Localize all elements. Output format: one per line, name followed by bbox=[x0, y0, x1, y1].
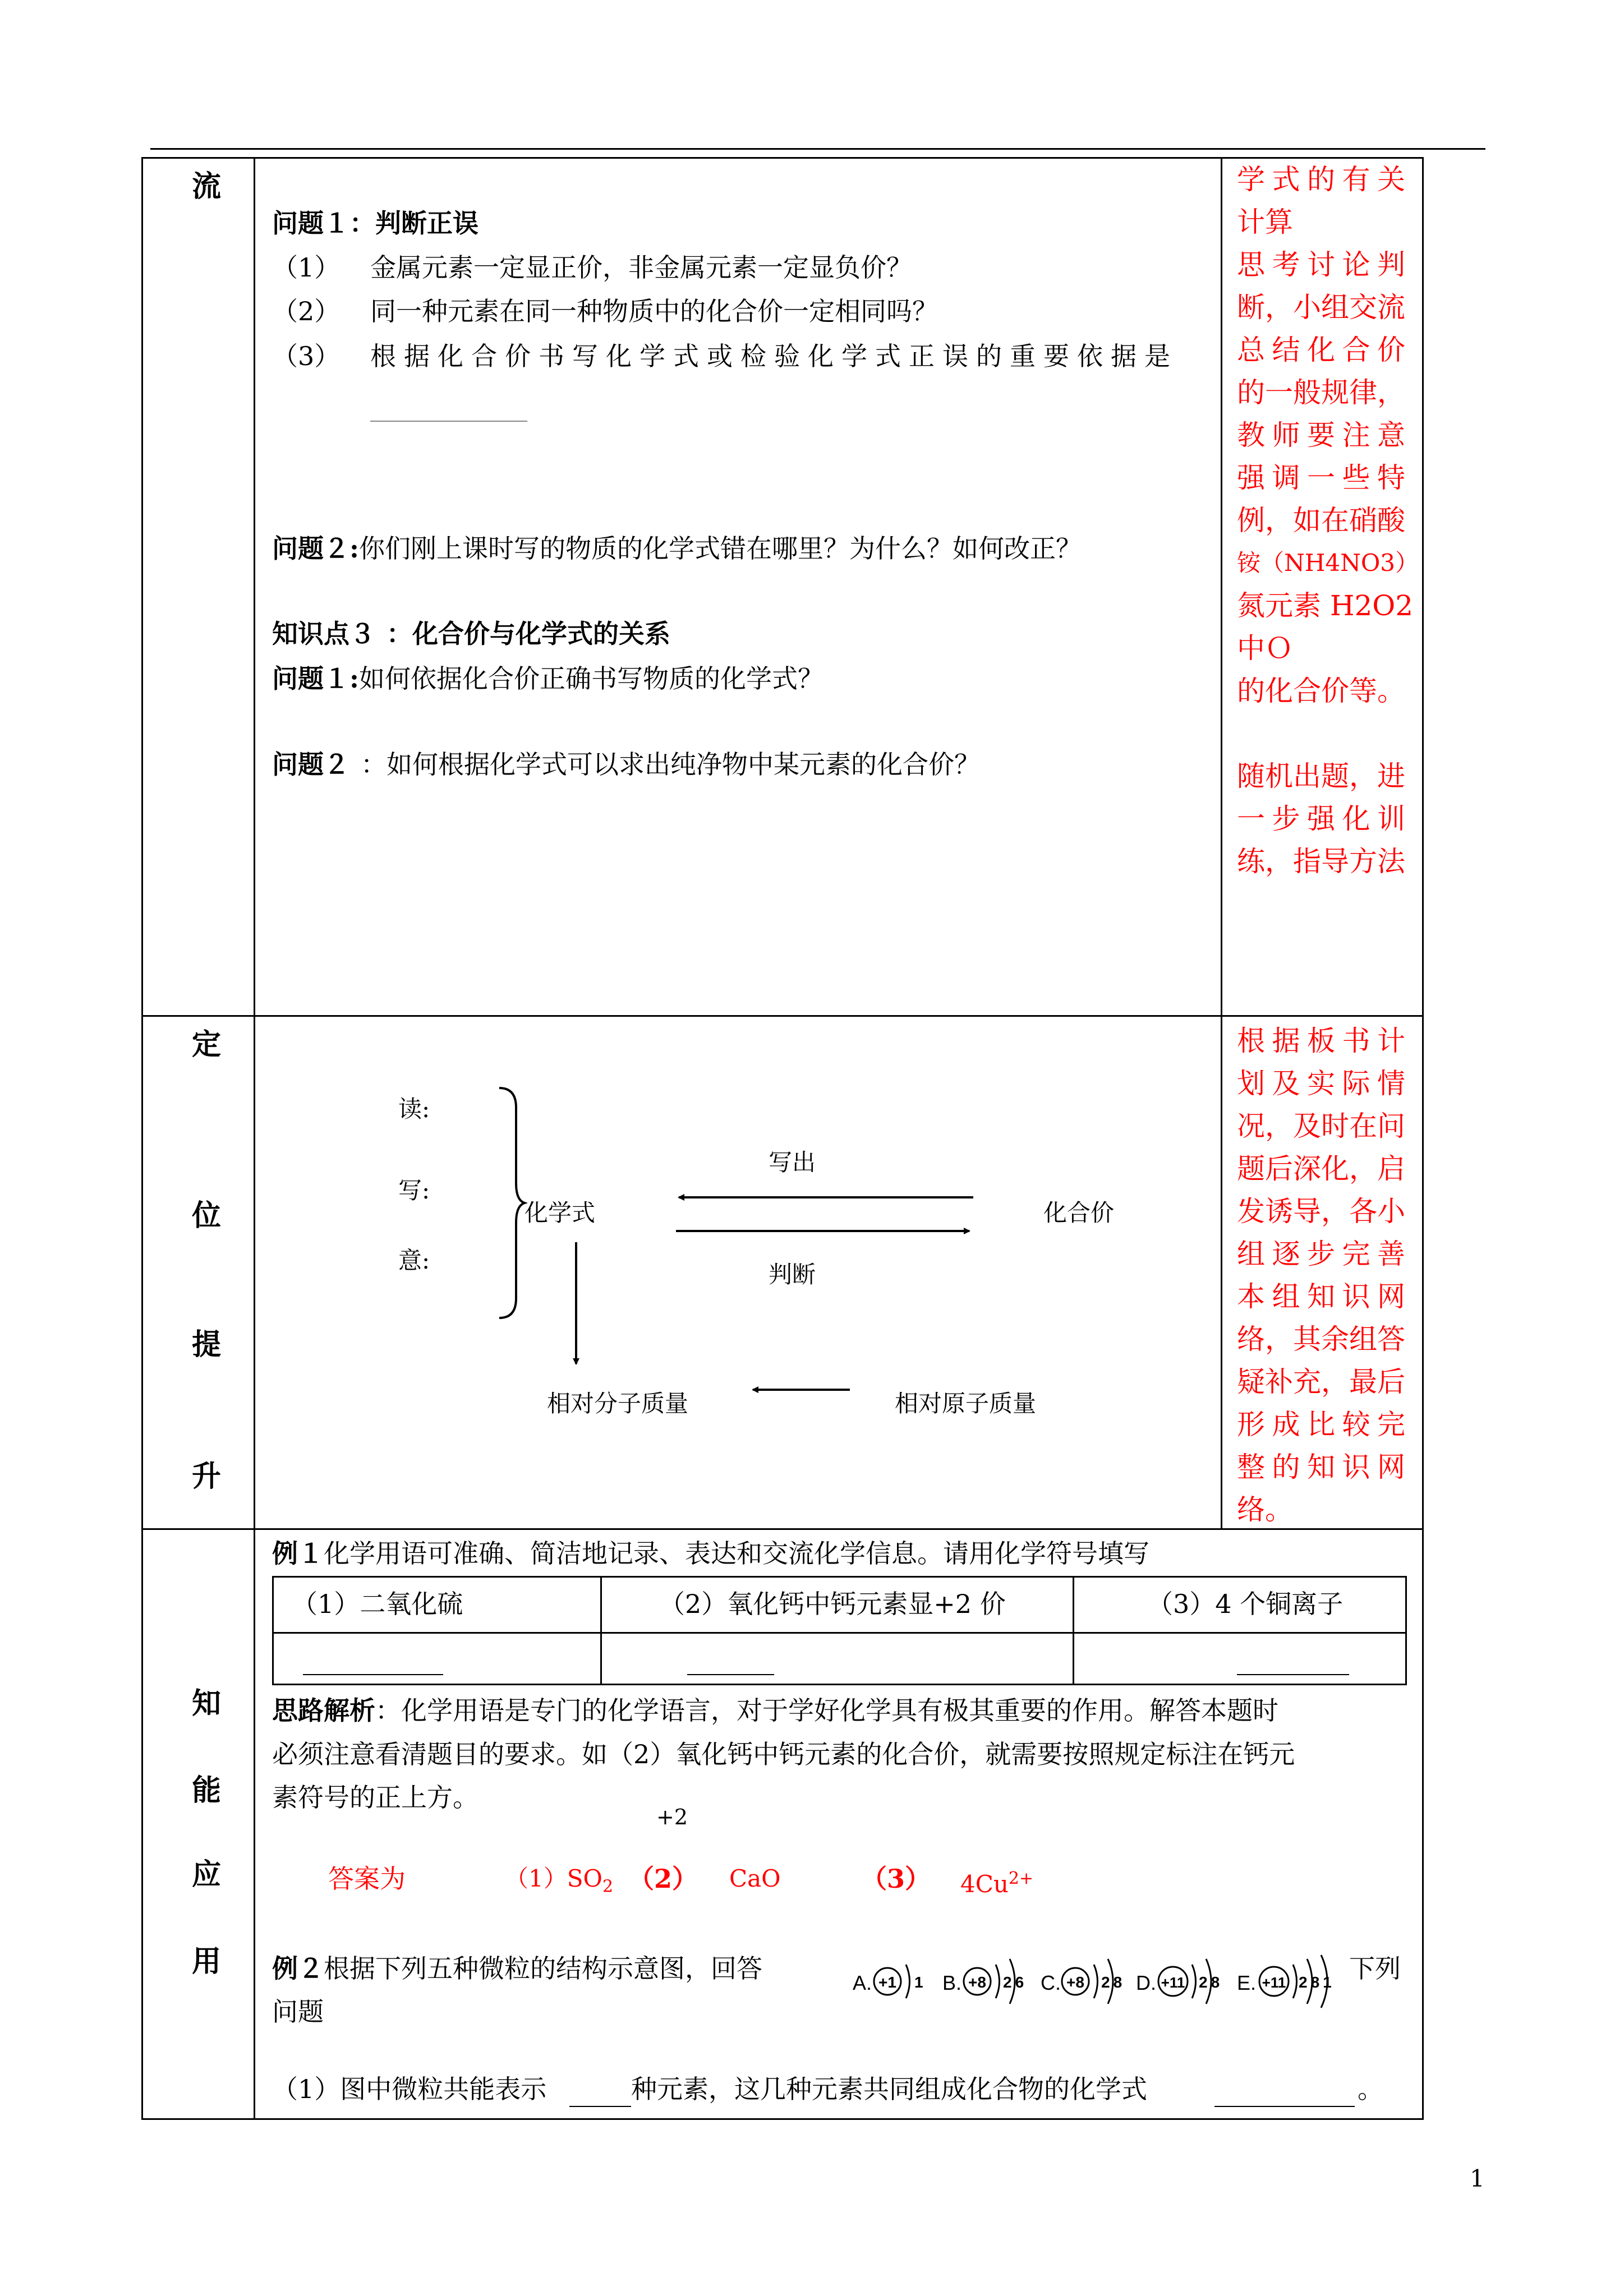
answer-3-num: （3） bbox=[861, 1864, 931, 1894]
atom-diagram-b bbox=[942, 1951, 1038, 2014]
side-line: 氮元素 H2O2 bbox=[1237, 589, 1414, 622]
side-line: 教师要注意 bbox=[1237, 419, 1405, 451]
row2-label-3: 提 bbox=[191, 1327, 221, 1362]
side-line: 总结化合价 bbox=[1237, 334, 1405, 366]
question1-item-3-blank bbox=[370, 421, 527, 422]
inner-table-col2 bbox=[1073, 1576, 1074, 1685]
atom-shells: 28 bbox=[1199, 1974, 1223, 1991]
diagram-write: 写: bbox=[398, 1177, 430, 1204]
table-header-1: （1）二氧化硫 bbox=[292, 1589, 463, 1619]
atom-diagram-c bbox=[1041, 1951, 1136, 2014]
side-line: 一步强化训 bbox=[1237, 803, 1405, 835]
question2-text: 你们刚上课时写的物质的化学式错在哪里？为什么？如何改正？ bbox=[358, 533, 1082, 564]
side-line: 根据板书计 bbox=[1237, 1025, 1405, 1057]
analysis-line-3: 素符号的正上方。 bbox=[272, 1782, 479, 1813]
answer-label: 答案为 bbox=[328, 1864, 406, 1894]
kp3-question2 bbox=[272, 748, 980, 781]
kp3-label: 知识点３ bbox=[272, 619, 375, 649]
atom-letter: D. bbox=[1136, 1971, 1156, 1994]
inner-table-top bbox=[272, 1576, 1407, 1578]
atom-shells: 1 bbox=[914, 1974, 923, 1991]
atom-shells: 26 bbox=[1003, 1974, 1028, 1991]
example2-text-2: 下列 bbox=[1349, 1953, 1401, 1984]
side-line: 学式的有关 bbox=[1237, 163, 1405, 196]
example2-text: 根据下列五种微粒的结构示意图，回答 bbox=[324, 1953, 762, 1984]
label-column-border bbox=[254, 157, 255, 2120]
atom-nucleus: +11 bbox=[1262, 1974, 1286, 1991]
question1-item-2-num: （2） bbox=[272, 296, 341, 326]
diagram-judge: 判断 bbox=[769, 1261, 816, 1288]
answer-blank-1 bbox=[303, 1674, 443, 1675]
atom-letter: E. bbox=[1237, 1971, 1257, 1994]
table-header-2: （2）氧化钙中钙元素显+2 价 bbox=[659, 1589, 1006, 1619]
kp3-question1-text: 如何依据化合价正确书写物质的化学式？ bbox=[358, 663, 823, 694]
table-top-border bbox=[141, 157, 1424, 159]
side-line: 疑补充，最后 bbox=[1237, 1366, 1405, 1398]
row-divider-1 bbox=[141, 1015, 1424, 1017]
inner-table-left bbox=[272, 1576, 274, 1685]
diagram-read: 读: bbox=[398, 1095, 430, 1123]
side-line: 的一般规律， bbox=[1237, 376, 1405, 409]
page-number: 1 bbox=[1470, 2165, 1485, 2192]
answer-2-num: （2） bbox=[628, 1864, 698, 1894]
analysis-text-1: ：化学用语是专门的化学语言，对于学好化学具有极其重要的作用。解答本题时 bbox=[375, 1695, 1278, 1726]
header-rule bbox=[150, 148, 1485, 150]
example1-text: 化学用语可准确、简洁地记录、表达和交流化学信息。请用化学符号填写 bbox=[324, 1538, 1149, 1569]
side-line: 断，小组交流 bbox=[1237, 291, 1405, 324]
row3-label-2: 能 bbox=[191, 1773, 221, 1808]
table-bottom-border bbox=[141, 2118, 1424, 2120]
row2-label-1: 定 bbox=[191, 1027, 221, 1062]
atom-diagram-e bbox=[1237, 1951, 1349, 2014]
diagram-relative-atomic-mass: 相对原子质量 bbox=[895, 1390, 1037, 1417]
kp3-text: ：化合价与化学式的关系 bbox=[387, 619, 670, 649]
row2-side-notes bbox=[1237, 1020, 1405, 1531]
atom-diagram-d bbox=[1136, 1951, 1231, 2014]
atom-diagram-a bbox=[853, 1951, 931, 2014]
side-line: 络。 bbox=[1237, 1493, 1293, 1526]
final-question-part3: 。 bbox=[1358, 2074, 1383, 2104]
diagram-valence: 化合价 bbox=[1043, 1199, 1115, 1227]
example2-label: 例２ bbox=[272, 1953, 324, 1984]
side-line: 例，如在硝酸 bbox=[1237, 504, 1405, 537]
final-question-blank-1 bbox=[569, 2106, 631, 2107]
inner-table-mid bbox=[272, 1632, 1407, 1634]
question1-item-3-text: 根据化合价书写化学式或检验化学式正误的重要依据是 bbox=[370, 341, 1178, 371]
question1-item-1-num: （1） bbox=[272, 252, 341, 283]
question1-item-2-text: 同一种元素在同一种物质中的化合价一定相同吗？ bbox=[370, 296, 938, 326]
kp3-question1-label: 问题１: bbox=[272, 663, 359, 694]
atom-nucleus: +1 bbox=[878, 1974, 896, 1991]
row3-label-1: 知 bbox=[191, 1686, 221, 1721]
side-line: 形成比较完 bbox=[1237, 1408, 1405, 1441]
analysis-line-2: 必须注意看清题目的要求。如（2）氧化钙中钙元素的化合价，就需要按照规定标注在钙元 bbox=[272, 1739, 1295, 1769]
side-line: 组逐步完善 bbox=[1237, 1238, 1405, 1270]
side-line: 本组知识网 bbox=[1237, 1280, 1405, 1313]
side-line: 况，及时在问 bbox=[1237, 1110, 1405, 1142]
side-line: 计算 bbox=[1237, 206, 1293, 238]
atom-nucleus: +8 bbox=[1066, 1974, 1084, 1991]
atom-nucleus: +8 bbox=[968, 1974, 986, 1991]
atom-letter: B. bbox=[942, 1971, 962, 1994]
answer-3: $4Cu^{2+}$ bbox=[960, 1869, 1034, 1898]
diagram-formula: 化学式 bbox=[525, 1199, 596, 1227]
side-line: 强调一些特 bbox=[1237, 462, 1405, 494]
question2 bbox=[272, 532, 1082, 565]
answer-2: CaO bbox=[729, 1865, 781, 1892]
side-line: 中Ｏ bbox=[1237, 632, 1293, 665]
question1-item-3-num: （3） bbox=[272, 341, 341, 371]
atom-letter: A. bbox=[853, 1971, 872, 1994]
side-line: 的化合价等。 bbox=[1237, 675, 1405, 707]
row1-label: 流 bbox=[191, 169, 221, 204]
analysis-line-1 bbox=[272, 1694, 1278, 1727]
kp3-question2-text: ：如何根据化学式可以求出纯净物中某元素的化合价？ bbox=[361, 749, 980, 780]
row1-side-notes bbox=[1237, 158, 1419, 883]
table-header-3: （3）4 个铜离子 bbox=[1147, 1589, 1344, 1619]
table-right-border bbox=[1422, 157, 1424, 2120]
answer-1: $(1)SO_2$ bbox=[505, 1865, 614, 1897]
side-line: 铵（NH4NO3） bbox=[1237, 549, 1419, 577]
final-question-blank-2 bbox=[1214, 2106, 1355, 2107]
knowledge-point-3 bbox=[272, 617, 670, 651]
example1-label: 例１ bbox=[272, 1538, 324, 1569]
side-line: 络，其余组答 bbox=[1237, 1323, 1405, 1356]
diagram-brace bbox=[494, 1085, 527, 1321]
kp3-question2-label: 问题２ bbox=[272, 749, 349, 780]
side-column-border bbox=[1221, 157, 1222, 1530]
row2-label-4: 升 bbox=[191, 1459, 221, 1493]
question1-title-text: 问题１：判断正误 bbox=[272, 208, 479, 238]
atom-shells: 281 bbox=[1299, 1974, 1335, 1991]
side-line: 划及实际情 bbox=[1237, 1067, 1405, 1100]
kp3-question1 bbox=[272, 662, 823, 695]
example2 bbox=[272, 1952, 762, 1985]
question1-item-1-text: 金属元素一定显正价，非金属元素一定显负价？ bbox=[370, 252, 912, 283]
side-line bbox=[1237, 712, 1405, 755]
side-line: 练，指导方法 bbox=[1237, 845, 1405, 878]
inner-table-right bbox=[1405, 1576, 1407, 1685]
diagram-write-out: 写出 bbox=[769, 1149, 816, 1176]
diagram-relative-molecular-mass: 相对分子质量 bbox=[547, 1390, 689, 1417]
row3-label-4: 用 bbox=[191, 1944, 221, 1979]
row2-label-2: 位 bbox=[191, 1198, 221, 1233]
side-line: 思考讨论判 bbox=[1237, 248, 1405, 281]
final-question-part2: 种元素，这几种元素共同组成化合物的化学式 bbox=[631, 2074, 1147, 2104]
row3-label-3: 应 bbox=[191, 1857, 221, 1892]
atom-nucleus: +11 bbox=[1161, 1974, 1185, 1991]
answer-blank-2 bbox=[687, 1674, 774, 1675]
question2-label: 问题２: bbox=[272, 533, 359, 564]
diagram-meaning: 意: bbox=[398, 1247, 430, 1274]
row-divider-2 bbox=[141, 1528, 1424, 1530]
valence-plus2: +2 bbox=[656, 1805, 688, 1829]
side-line: 题后深化，启 bbox=[1237, 1152, 1405, 1185]
atom-shells: 28 bbox=[1101, 1974, 1126, 1991]
answer-blank-3 bbox=[1237, 1674, 1349, 1675]
table-left-border bbox=[141, 157, 143, 2120]
analysis-label: 思路解析 bbox=[272, 1695, 375, 1726]
atom-letter: C. bbox=[1041, 1971, 1061, 1994]
example2-text-3: 问题 bbox=[272, 1997, 324, 2027]
inner-table-col1 bbox=[600, 1576, 602, 1685]
side-line: 整的知识网 bbox=[1237, 1451, 1405, 1483]
inner-table-bottom bbox=[272, 1684, 1407, 1685]
example1 bbox=[272, 1537, 1149, 1570]
question1-title bbox=[272, 206, 479, 240]
side-line: 发诱导，各小 bbox=[1237, 1195, 1405, 1228]
side-line: 随机出题，进 bbox=[1237, 760, 1405, 792]
final-question-part1: （1）图中微粒共能表示 bbox=[272, 2074, 547, 2104]
